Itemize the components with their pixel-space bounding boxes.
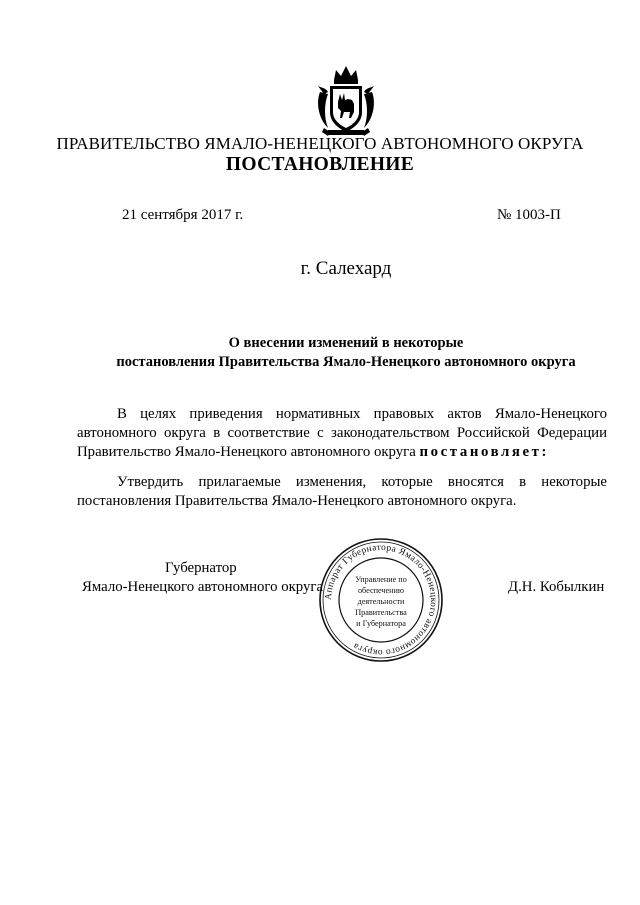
svg-text:Аппарат Губернатора Ямало-Нене: Аппарат Губернатора Ямало-Ненецкого автономного округа <box>323 542 439 658</box>
document-subject <box>0 334 640 372</box>
paragraph-1-line-3-text: Правительство Ямало-Ненецкого автономного округа <box>77 444 416 460</box>
paragraph-1-line-1: В целях приведения нормативных правовых актов Ямало-Ненецкого <box>117 406 607 422</box>
svg-text:Правительства: Правительства <box>355 608 407 617</box>
official-stamp-icon <box>318 537 444 663</box>
svg-text:обеспечению: обеспечению <box>357 586 405 595</box>
svg-text:деятельности: деятельности <box>357 597 405 606</box>
signer-organization: Ямало-Ненецкого автономного округа <box>82 579 324 595</box>
svg-text:Управление по: Управление по <box>355 575 407 584</box>
svg-text:и Губернатора: и Губернатора <box>356 619 406 628</box>
paragraph-1-line-2: автономного округа в соответствие с законодательством Российской Федерации <box>77 425 607 441</box>
government-name: ПРАВИТЕЛЬСТВО ЯМАЛО-НЕНЕЦКОГО АВТОНОМНОГО ОКРУГА <box>56 134 584 153</box>
document-type-title: ПОСТАНОВЛЕНИЕ <box>225 154 415 175</box>
signer-name: Д.Н. Кобылкин <box>508 579 605 595</box>
body-paragraph-1 <box>77 405 607 462</box>
signer-title: Губернатор <box>165 560 237 576</box>
paragraph-2-line-1: Утвердить прилагаемые изменения, которые вносятся в некоторые <box>117 474 607 490</box>
resolves-keyword: постановляет: <box>419 444 550 460</box>
body-paragraph-2 <box>77 473 607 511</box>
document-city: г. Салехард <box>300 258 392 279</box>
paragraph-1-line-3 <box>77 443 607 462</box>
document-date: 21 сентября 2017 г. <box>122 207 244 223</box>
document-number: № 1003-П <box>497 207 561 223</box>
subject-line-2: постановления Правительства Ямало-Ненецкого автономного округа <box>116 354 576 370</box>
coat-of-arms-icon <box>314 62 378 138</box>
paragraph-2-line-2: постановления Правительства Ямало-Ненецкого автономного округа. <box>77 493 517 509</box>
subject-line-1: О внесении изменений в некоторые <box>228 335 464 351</box>
